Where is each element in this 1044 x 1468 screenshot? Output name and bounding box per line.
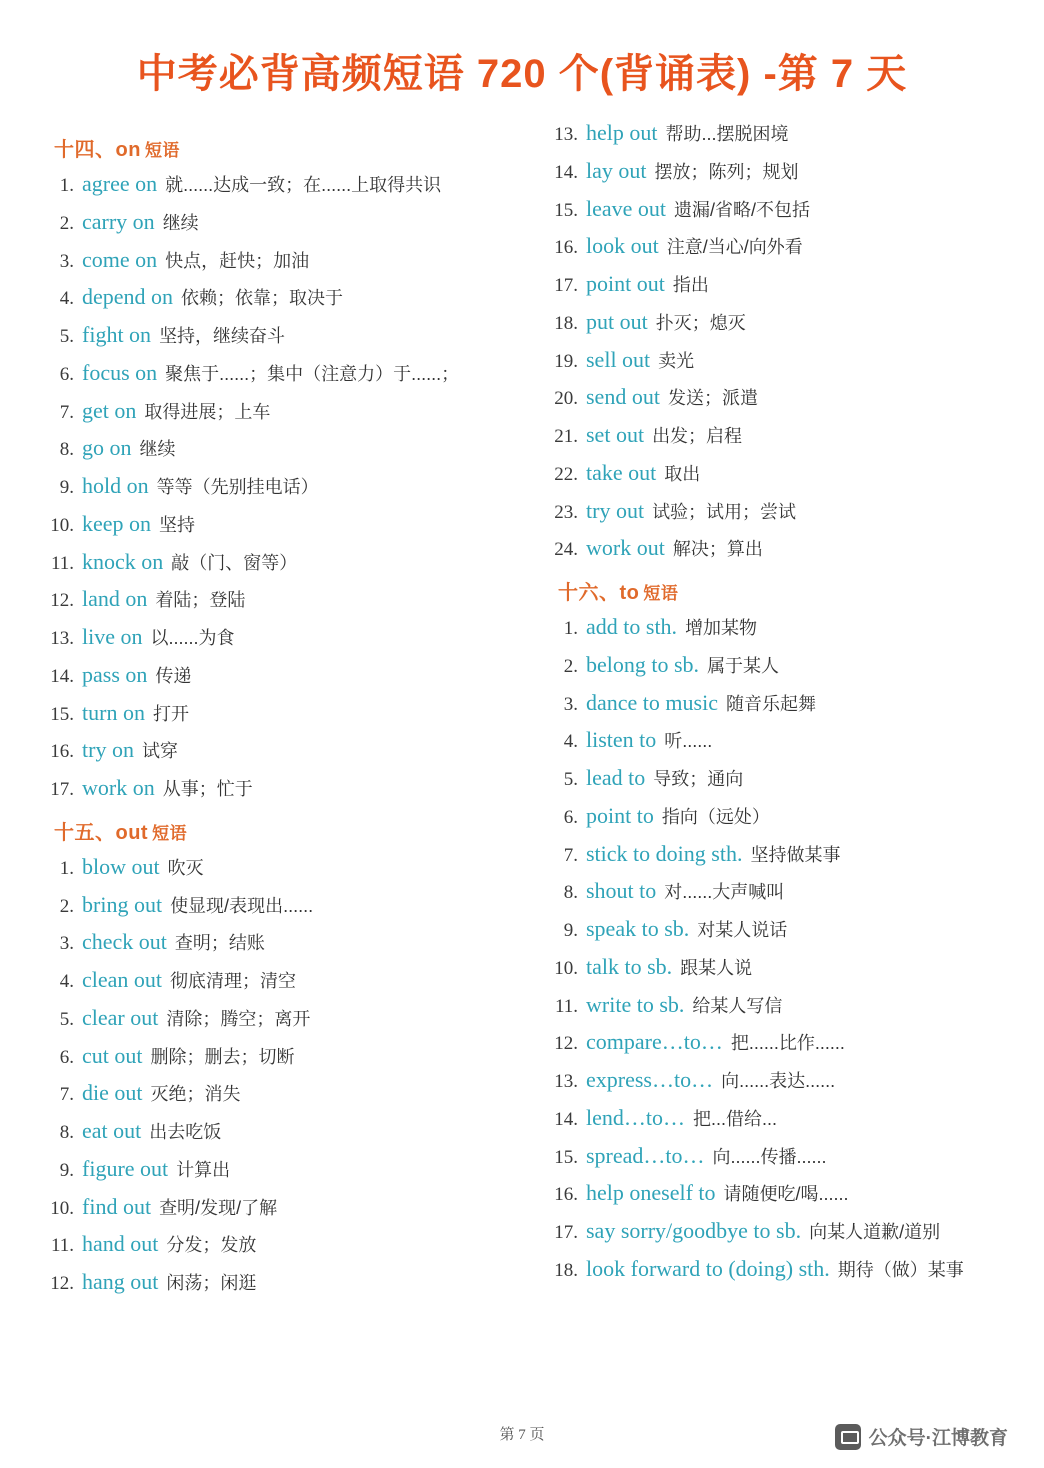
item-meaning: 查明；结账 [174, 933, 265, 954]
section-heading-index: 十五、 [54, 821, 116, 844]
item-number: 2. [59, 895, 74, 917]
item-meaning: 试穿 [141, 741, 178, 762]
item-number: 24. [554, 539, 578, 561]
list-item [540, 534, 1020, 562]
item-number: 16. [554, 1184, 578, 1206]
item-number: 2. [563, 655, 578, 677]
list-item [36, 246, 516, 274]
item-phrase: come on [82, 246, 158, 272]
list-item [36, 397, 516, 425]
item-meaning: 坚持做某事 [750, 844, 841, 865]
item-phrase: work out [586, 535, 665, 561]
list-item [36, 170, 516, 198]
list-item [540, 726, 1020, 754]
item-phrase: try on [82, 737, 134, 763]
item-meaning: 指出 [672, 275, 709, 295]
item-meaning: 依赖；依靠；取决于 [181, 288, 344, 309]
item-phrase: spread…to… [586, 1142, 705, 1168]
item-meaning: 导致；通向 [653, 769, 744, 789]
item-number: 20. [554, 388, 578, 410]
item-phrase: cut out [82, 1042, 143, 1068]
list-item [540, 1142, 1020, 1170]
item-meaning: 卖光 [658, 350, 695, 371]
item-number: 7. [563, 844, 578, 866]
item-number: 3. [59, 250, 74, 272]
item-number: 18. [554, 1259, 578, 1281]
item-meaning: 以......为食 [150, 628, 235, 648]
item-meaning: 给某人写信 [692, 995, 783, 1016]
two-column-body [0, 107, 1044, 1306]
list-item [36, 1079, 516, 1107]
item-meaning: 敲（门、窗等） [171, 552, 298, 573]
item-phrase: live on [82, 624, 143, 649]
item-number: 14. [554, 1108, 578, 1130]
list-item [540, 308, 1020, 336]
item-number: 12. [50, 590, 74, 612]
section-heading-tag: 短语 [144, 141, 180, 160]
list-item [36, 699, 516, 727]
list-item [36, 585, 516, 613]
item-phrase: stick to doing sth. [586, 840, 743, 866]
list-item [36, 208, 516, 236]
item-meaning: 向......表达...... [721, 1071, 836, 1091]
item-number: 5. [563, 769, 578, 790]
list-item [540, 1179, 1020, 1207]
item-meaning: 向某人道歉/道别 [809, 1222, 941, 1242]
item-meaning: 试验；试用；尝试 [652, 501, 797, 522]
section-out-part1 [36, 816, 516, 1296]
list-item [540, 1028, 1020, 1056]
item-phrase: fight on [82, 322, 152, 347]
item-number: 17. [50, 779, 74, 800]
section-heading-index: 十四、 [54, 139, 116, 161]
list-item [36, 1155, 516, 1183]
item-meaning: 遗漏/省略/不包括 [674, 199, 811, 220]
item-meaning: 听...... [664, 731, 713, 752]
item-number: 11. [50, 552, 74, 574]
item-phrase: point out [586, 271, 665, 296]
item-phrase: send out [586, 384, 660, 410]
item-meaning: 指向（远处） [661, 806, 770, 827]
item-meaning: 聚焦于......；集中（注意力）于......； [165, 363, 460, 384]
item-meaning: 从事；忙于 [162, 779, 253, 799]
item-phrase: take out [586, 459, 657, 485]
item-meaning: 出去吃饭 [149, 1122, 222, 1142]
wechat-logo-icon [835, 1424, 861, 1450]
list-item [36, 321, 516, 349]
list-item [540, 953, 1020, 981]
item-meaning: 闲荡；闲逛 [166, 1273, 257, 1293]
item-phrase: shout to [586, 878, 657, 904]
list-item [540, 1255, 1020, 1283]
item-number: 22. [554, 463, 578, 485]
item-phrase: leave out [586, 195, 667, 221]
item-meaning: 等等（先别挂电话） [156, 477, 319, 497]
item-number: 5. [59, 326, 74, 347]
item-number: 5. [59, 1008, 74, 1030]
section-heading-tag: 短语 [152, 823, 188, 843]
item-meaning: 着陆；登陆 [155, 590, 246, 611]
list-item [540, 270, 1020, 298]
item-number: 15. [554, 199, 578, 221]
item-number: 19. [554, 350, 578, 372]
section-on [36, 133, 516, 802]
item-phrase: blow out [82, 853, 160, 879]
list-item [36, 966, 516, 994]
list-item [540, 346, 1020, 374]
item-number: 2. [59, 212, 74, 234]
right-column [540, 119, 1020, 1306]
list-item [540, 840, 1020, 868]
item-number: 3. [563, 693, 578, 715]
item-phrase: pass on [82, 661, 148, 687]
item-meaning: 查明/发现/了解 [159, 1197, 278, 1218]
item-meaning: 计算出 [176, 1159, 231, 1180]
item-meaning: 帮助...摆脱困境 [665, 124, 789, 144]
item-meaning: 彻底清理；清空 [170, 971, 297, 991]
item-number: 23. [554, 501, 578, 523]
item-meaning: 打开 [152, 703, 189, 724]
phrase-list-out-part2 [540, 119, 1020, 562]
section-heading-keyword: out [115, 821, 149, 844]
item-phrase: check out [82, 929, 167, 955]
item-phrase: say sorry/goodbye to sb. [586, 1218, 802, 1243]
item-number: 1. [59, 175, 74, 196]
list-item [540, 497, 1020, 525]
item-phrase: eat out [82, 1118, 142, 1143]
item-number: 17. [554, 1222, 578, 1243]
item-number: 6. [563, 806, 578, 828]
list-item [36, 1268, 516, 1296]
item-phrase: figure out [82, 1155, 169, 1181]
item-meaning: 继续 [139, 439, 176, 460]
list-item [540, 119, 1020, 147]
item-meaning: 把......比作...... [730, 1033, 845, 1054]
item-number: 15. [50, 703, 74, 725]
list-item [540, 651, 1020, 679]
item-phrase: clean out [82, 967, 163, 992]
list-item [36, 548, 516, 576]
item-phrase: try out [586, 497, 645, 523]
item-number: 11. [50, 1235, 74, 1257]
item-phrase: add to sth. [586, 614, 678, 639]
item-phrase: talk to sb. [586, 953, 673, 979]
list-item [36, 434, 516, 462]
section-heading-index: 十六、 [558, 582, 620, 604]
list-item [36, 1004, 516, 1032]
item-number: 9. [59, 1159, 74, 1181]
item-phrase: help out [586, 120, 658, 145]
item-meaning: 出发；启程 [652, 426, 743, 446]
section-heading-out [54, 816, 516, 845]
item-phrase: sell out [586, 346, 651, 372]
item-meaning: 取出 [664, 463, 701, 484]
list-item [540, 421, 1020, 449]
item-phrase: lead to [586, 765, 646, 790]
item-phrase: compare…to… [586, 1029, 723, 1055]
item-meaning: 就......达成一致；在......上取得共识 [165, 175, 442, 195]
list-item [540, 764, 1020, 792]
phrase-list-on [36, 170, 516, 802]
item-number: 8. [59, 1122, 74, 1143]
item-number: 9. [59, 477, 74, 498]
list-item [540, 195, 1020, 223]
item-number: 8. [563, 882, 578, 904]
item-number: 7. [59, 401, 74, 423]
item-number: 4. [59, 288, 74, 310]
item-number: 6. [59, 1046, 74, 1068]
watermark [835, 1423, 1008, 1450]
item-meaning: 期待（做）某事 [837, 1259, 964, 1280]
item-phrase: focus on [82, 359, 158, 385]
section-heading-on [54, 133, 516, 162]
section-to [540, 576, 1020, 1283]
item-phrase: belong to sb. [586, 651, 700, 677]
item-number: 14. [50, 665, 74, 687]
list-item [36, 1193, 516, 1221]
item-number: 12. [554, 1033, 578, 1055]
item-phrase: bring out [82, 891, 163, 917]
item-phrase: hold on [82, 473, 149, 498]
list-item [36, 891, 516, 919]
item-phrase: express…to… [586, 1067, 714, 1092]
item-phrase: get on [82, 397, 137, 423]
item-number: 16. [554, 237, 578, 259]
item-number: 8. [59, 439, 74, 461]
item-meaning: 跟某人说 [680, 957, 753, 978]
list-item [540, 802, 1020, 830]
list-item [36, 472, 516, 500]
page-number: 第 7 页 [499, 1427, 545, 1443]
item-meaning: 把...借给... [693, 1108, 778, 1129]
phrase-list-to [540, 613, 1020, 1283]
item-number: 3. [59, 933, 74, 955]
list-item [36, 1042, 516, 1070]
item-number: 10. [50, 514, 74, 536]
watermark-text: 公众号·江博教育 [868, 1428, 1008, 1449]
item-number: 4. [563, 731, 578, 753]
item-phrase: clear out [82, 1004, 159, 1030]
item-meaning: 注意/当心/向外看 [666, 237, 803, 258]
left-column [36, 119, 516, 1306]
list-item [540, 877, 1020, 905]
item-phrase: find out [82, 1193, 152, 1219]
item-phrase: agree on [82, 171, 158, 196]
section-heading-tag: 短语 [643, 584, 679, 603]
item-meaning: 对......大声喊叫 [664, 882, 785, 903]
item-number: 10. [50, 1197, 74, 1219]
item-meaning: 删除；删去；切断 [150, 1046, 295, 1067]
item-number: 11. [554, 995, 578, 1017]
list-item [36, 623, 516, 651]
list-item [36, 359, 516, 387]
item-meaning: 摆放；陈列；规划 [654, 161, 799, 182]
item-phrase: carry on [82, 208, 155, 234]
item-meaning: 随音乐起舞 [725, 693, 816, 714]
item-phrase: dance to music [586, 689, 718, 715]
list-item [540, 1104, 1020, 1132]
item-meaning: 向......传播...... [712, 1146, 827, 1167]
item-meaning: 坚持，继续奋斗 [159, 326, 286, 346]
item-meaning: 增加某物 [685, 618, 758, 638]
list-item [540, 383, 1020, 411]
item-meaning: 扑灭；熄灭 [655, 312, 746, 333]
item-meaning: 坚持 [159, 514, 196, 535]
item-phrase: depend on [82, 284, 174, 310]
item-phrase: speak to sb. [586, 916, 690, 941]
list-item [540, 991, 1020, 1019]
item-number: 1. [59, 857, 74, 879]
list-item [540, 915, 1020, 943]
item-meaning: 使显现/表现出...... [170, 895, 314, 916]
item-phrase: set out [586, 422, 645, 447]
item-phrase: help oneself to [586, 1180, 716, 1206]
item-meaning: 清除；腾空；离开 [166, 1008, 311, 1029]
list-item [36, 928, 516, 956]
item-number: 9. [563, 920, 578, 941]
item-phrase: die out [82, 1080, 143, 1106]
list-item [540, 689, 1020, 717]
item-phrase: hand out [82, 1231, 159, 1257]
item-number: 18. [554, 312, 578, 334]
item-number: 1. [563, 618, 578, 639]
list-item [540, 157, 1020, 185]
item-meaning: 解决；算出 [672, 539, 763, 560]
list-item [36, 774, 516, 802]
list-item [36, 510, 516, 538]
item-phrase: work on [82, 775, 155, 800]
item-phrase: lend…to… [586, 1104, 685, 1130]
item-number: 14. [554, 161, 578, 183]
section-out-part2 [540, 119, 1020, 562]
item-phrase: look forward to (doing) sth. [586, 1255, 830, 1281]
item-number: 13. [554, 1071, 578, 1092]
list-item [36, 736, 516, 764]
item-number: 13. [554, 124, 578, 145]
item-phrase: put out [586, 308, 648, 334]
item-phrase: go on [82, 435, 132, 461]
item-number: 6. [59, 363, 74, 385]
section-heading-keyword: to [619, 582, 640, 604]
list-item [540, 1066, 1020, 1094]
list-item [540, 613, 1020, 641]
item-meaning: 取得进展；上车 [144, 401, 271, 422]
item-number: 15. [554, 1146, 578, 1168]
item-phrase: hang out [82, 1269, 159, 1294]
item-meaning: 请随便吃/喝...... [723, 1184, 849, 1205]
item-meaning: 发送；派遣 [667, 388, 758, 409]
list-item [36, 661, 516, 689]
item-number: 16. [50, 741, 74, 763]
list-item [540, 232, 1020, 260]
section-heading-keyword: on [115, 139, 141, 161]
item-phrase: write to sb. [586, 991, 685, 1017]
item-phrase: look out [586, 233, 659, 259]
item-number: 21. [554, 426, 578, 447]
item-number: 13. [50, 628, 74, 649]
item-phrase: land on [82, 586, 148, 612]
item-phrase: point to [586, 802, 654, 828]
phrase-list-out-part1 [36, 853, 516, 1296]
item-meaning: 分发；发放 [166, 1235, 257, 1256]
item-number: 17. [554, 275, 578, 296]
item-number: 7. [59, 1084, 74, 1106]
page-title: 中考必背高频短语 720 个(背诵表) -第 7 天 [136, 52, 908, 96]
list-item [36, 283, 516, 311]
item-phrase: knock on [82, 548, 164, 574]
item-number: 4. [59, 971, 74, 992]
item-phrase: keep on [82, 510, 152, 536]
item-number: 10. [554, 957, 578, 979]
list-item [36, 1230, 516, 1258]
item-meaning: 属于某人 [707, 655, 780, 676]
list-item [540, 459, 1020, 487]
item-meaning: 快点，赶快；加油 [165, 250, 310, 271]
item-number: 12. [50, 1273, 74, 1294]
list-item [540, 1217, 1020, 1245]
item-phrase: listen to [586, 727, 657, 753]
item-meaning: 传递 [155, 665, 192, 686]
item-meaning: 继续 [162, 212, 199, 233]
list-item [36, 853, 516, 881]
item-meaning: 对某人说话 [697, 920, 788, 940]
item-meaning: 灭绝；消失 [150, 1084, 241, 1105]
list-item [36, 1117, 516, 1145]
section-heading-to [558, 576, 1020, 605]
item-phrase: turn on [82, 699, 145, 725]
item-phrase: lay out [586, 157, 647, 183]
item-meaning: 吹灭 [167, 857, 204, 878]
